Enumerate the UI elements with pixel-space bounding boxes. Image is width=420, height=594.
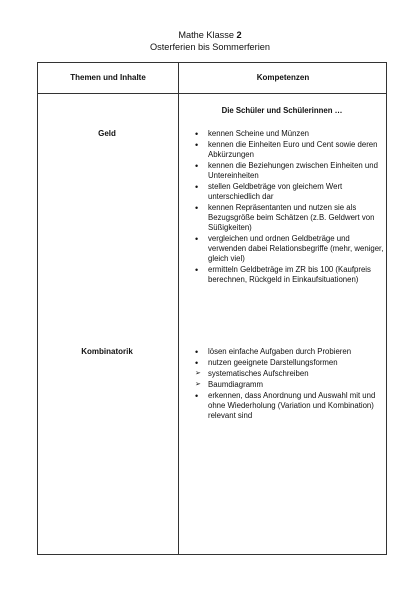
- competency-item: • nutzen geeignete Darstellungsformen: [194, 358, 384, 368]
- competency-item: • kennen Repräsentanten und nutzen sie als Bezugsgröße beim Schätzen (z.B. Geldwert von Süßigkeiten): [194, 203, 384, 233]
- bullet-arrow-icon: [195, 380, 201, 390]
- column-header-competencies: Kompetenzen: [256, 73, 310, 82]
- column-header-topics: Themen und Inhalte: [70, 73, 146, 82]
- competency-item: • kennen die Einheiten Euro und Cent sowie deren Abkürzungen: [194, 140, 384, 160]
- competency-item: • vergleichen und ordnen Geldbeträge und verwenden dabei Relationsbegriffe (mehr, weniger, gleich viel): [194, 234, 384, 264]
- competency-list-geld: [194, 129, 384, 286]
- bullet-dot-icon: [195, 391, 198, 403]
- bullet-dot-icon: [195, 203, 198, 215]
- competency-item: • kennen die Beziehungen zwischen Einheiten und Untereinheiten: [194, 161, 384, 181]
- competency-item: • erkennen, dass Anordnung und Auswahl mit und ohne Wiederholung (Variation und Kombination) relevant sind: [194, 391, 384, 421]
- competency-item: • ermitteln Geldbeträge im ZR bis 100 (Kaufpreis berechnen, Rückgeld in Einkaufsituationen): [194, 265, 384, 285]
- bullet-dot-icon: [195, 182, 198, 194]
- bullet-dot-icon: [195, 161, 198, 173]
- header-divider: [38, 93, 386, 94]
- bullet-dot-icon: [195, 140, 198, 152]
- document-header: [0, 29, 420, 53]
- bullet-dot-icon: [195, 265, 198, 277]
- bullet-dot-icon: [195, 234, 198, 246]
- competency-item: • lösen einfache Aufgaben durch Probieren: [194, 347, 384, 357]
- grade-number: 2: [236, 30, 242, 40]
- document-title: [0, 29, 420, 41]
- topic-geld: Geld: [98, 129, 116, 138]
- competency-item: • kennen Scheine und Münzen: [194, 129, 384, 139]
- competency-item: ➢ systematisches Aufschreiben: [194, 369, 384, 379]
- column-divider: [178, 63, 179, 554]
- competency-item: • stellen Geldbeträge von gleichem Wert unterschiedlich dar: [194, 182, 384, 202]
- competency-list-kombinatorik: [194, 347, 384, 422]
- competencies-intro: Die Schüler und Schülerinnen …: [221, 106, 343, 115]
- topic-kombinatorik: Kombinatorik: [81, 347, 133, 356]
- document-subtitle: Osterferien bis Sommerferien: [150, 42, 270, 52]
- bullet-arrow-icon: [195, 369, 201, 379]
- title-prefix: Mathe Klasse: [178, 30, 234, 40]
- competency-item: ➢ Baumdiagramm: [194, 380, 384, 390]
